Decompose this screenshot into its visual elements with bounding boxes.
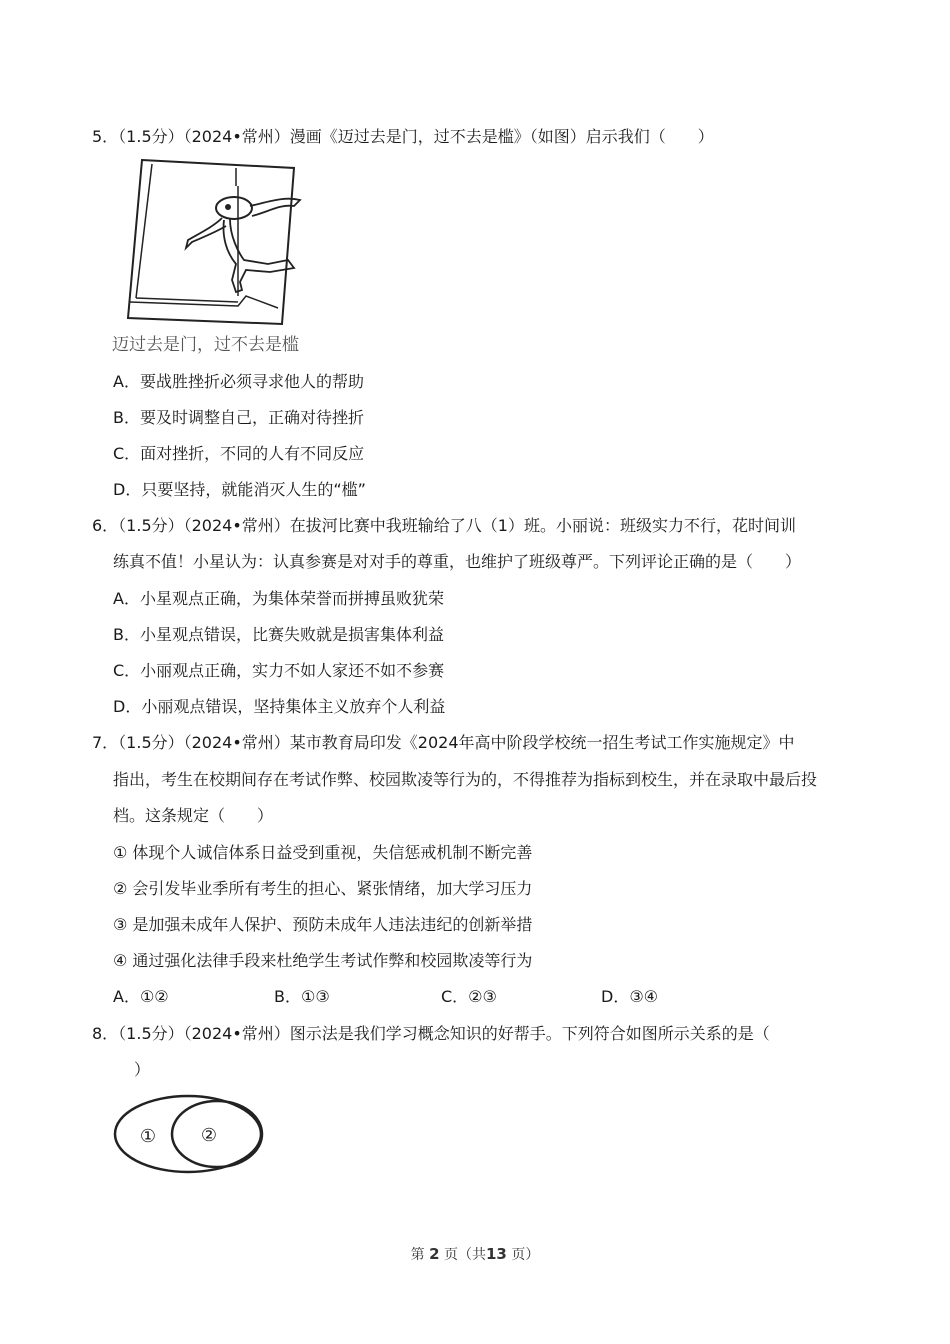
q5-option-b: B．要及时调整自己，正确对待挫折 [113,408,364,427]
q6-stem-line2: 练真不值！小星认为：认真参赛是对对手的尊重，也维护了班级尊严。下列评论正确的是（ ） [113,552,802,571]
q7-stem-line1: 7．（1.5分）（2024•常州）某市教育局印发《2024年高中阶段学校统一招生考试工作实施规定》中 [92,733,795,752]
q6-stem-line1: 6．（1.5分）（2024•常州）在拔河比赛中我班输给了八（1）班。小丽说：班级实力不行，花时间训 [92,516,796,535]
q6-option-b: B．小星观点错误，比赛失败就是损害集体利益 [113,625,444,644]
diagram-label-1: ① [139,1126,157,1147]
q7-stem-line3: 档。这条规定（ ） [113,806,274,825]
footer-prefix: 第 [410,1247,425,1263]
q6-option-c: C．小丽观点正确，实力不如人家还不如不参赛 [113,661,445,680]
q5-option-d: D．只要坚持，就能消灭人生的“槛” [113,480,366,499]
q7-statement-2: ② 会引发毕业季所有考生的担心、紧张情绪，加大学习压力 [113,879,533,898]
footer-page-number: 2 [429,1245,440,1263]
q5-stem: 5．（1.5分）（2024•常州）漫画《迈过去是门，过不去是槛》（如图）启示我们（ ） [92,127,714,146]
q5-option-c: C．面对挫折，不同的人有不同反应 [113,444,365,463]
q7-statement-4: ④ 通过强化法律手段来杜绝学生考试作弊和校园欺凌等行为 [113,951,533,970]
q5-option-a: A．要战胜挫折必须寻求他人的帮助 [113,372,364,391]
q7-option-c: C．②③ [441,987,497,1006]
footer-total-pages: 13 [486,1245,507,1263]
q7-option-a: A．①② [113,987,169,1006]
q5-cartoon-image [118,156,303,328]
q7-option-b: B．①③ [274,987,330,1006]
q7-statement-1: ① 体现个人诚信体系日益受到重视，失信惩戒机制不断完善 [113,843,533,862]
footer-suffix: 页） [511,1247,540,1263]
q5-caption: 迈过去是门，过不去是槛 [112,335,299,355]
q6-option-a: A．小星观点正确，为集体荣誉而拼搏虽败犹荣 [113,589,444,608]
q8-venn-diagram [110,1092,270,1176]
q7-option-d: D．③④ [601,987,659,1006]
diagram-label-2: ② [200,1125,218,1146]
q8-stem-line2: ） [134,1060,151,1079]
q8-stem-line1: 8．（1.5分）（2024•常州）图示法是我们学习概念知识的好帮手。下列符合如图所示关系的是（ [92,1024,770,1043]
q6-option-d: D．小丽观点错误，坚持集体主义放弃个人利益 [113,697,446,716]
page-footer [0,1244,950,1264]
footer-mid: 页（共 [444,1247,486,1263]
q7-stem-line2: 指出，考生在校期间存在考试作弊、校园欺凌等行为的，不得推荐为指标到校生，并在录取中最后投 [113,770,818,789]
q7-statement-3: ③ 是加强未成年人保护、预防未成年人违法违纪的创新举措 [113,915,533,934]
